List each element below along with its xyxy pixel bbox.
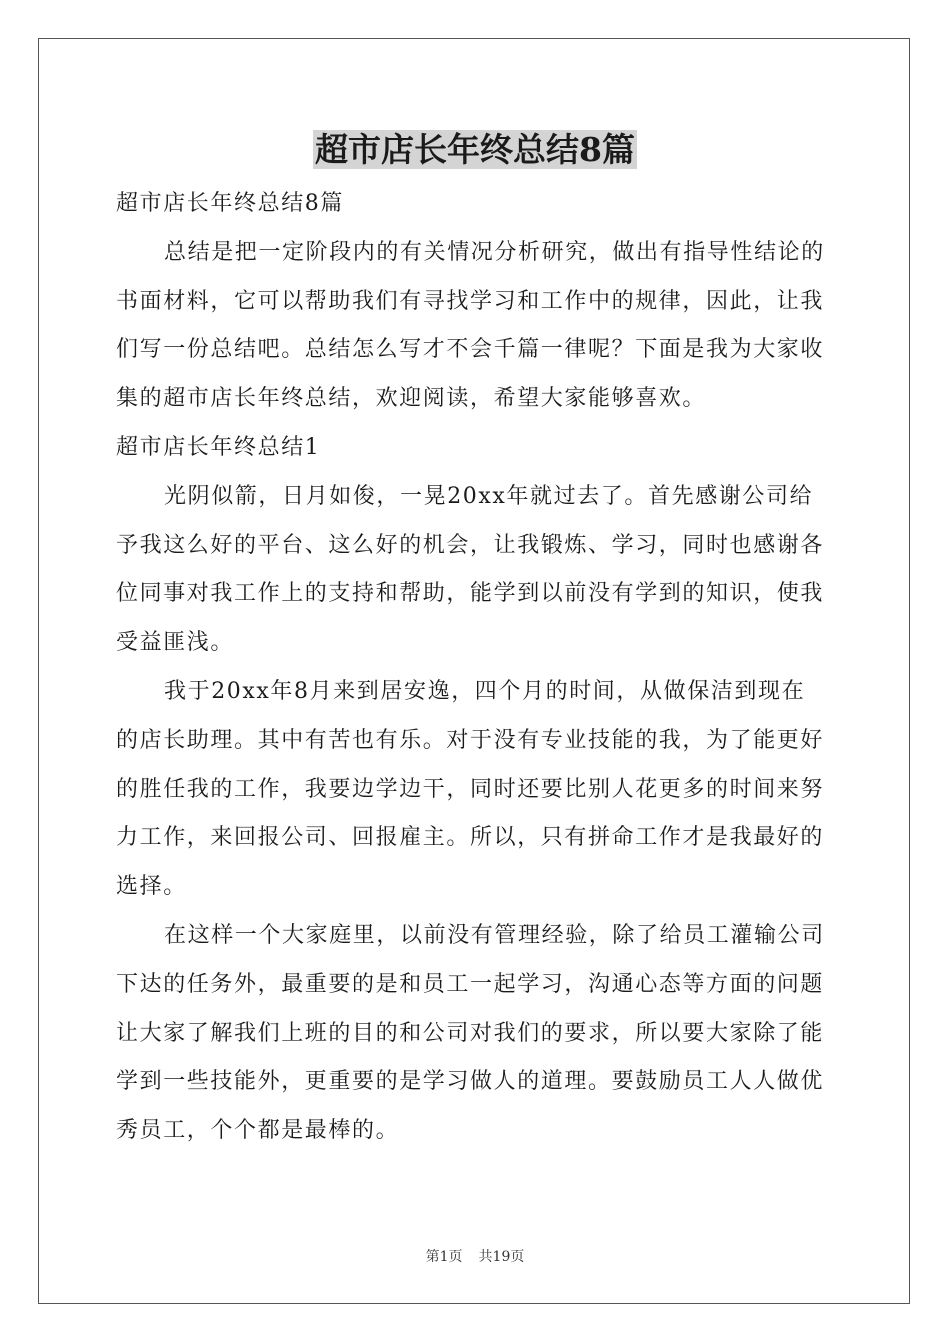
section-heading: 超市店长年终总结1 — [116, 434, 321, 460]
page-footer — [0, 1248, 950, 1266]
document-title-text: 超市店长年终总结8篇 — [315, 130, 635, 169]
intro-paragraph-line: 们写一份总结吧。总结怎么写才不会千篇一律呢？下面是我为大家收 — [116, 337, 825, 363]
paragraph-line: 力工作，来回报公司、回报雇主。所以，只有拼命工作才是我最好的 — [116, 825, 825, 851]
paragraph-line: 光阴似箭，日月如俊，一晃20xx年就过去了。首先感谢公司给 — [164, 483, 814, 509]
page-number: 第1页 — [425, 1249, 463, 1265]
paragraph-line: 在这样一个大家庭里，以前没有管理经验，除了给员工灌输公司 — [164, 922, 825, 948]
paragraph-line: 学到一些技能外，更重要的是学习做人的道理。要鼓励员工人人做优 — [116, 1069, 825, 1095]
document-body — [116, 180, 836, 1156]
paragraph-line: 选择。 — [116, 874, 187, 900]
intro-paragraph-line: 总结是把一定阶段内的有关情况分析研究，做出有指导性结论的 — [164, 239, 825, 265]
page-total: 共19页 — [478, 1249, 525, 1265]
paragraph-line: 位同事对我工作上的支持和帮助，能学到以前没有学到的知识，使我 — [116, 581, 825, 607]
paragraph-line: 下达的任务外，最重要的是和员工一起学习，沟通心态等方面的问题 — [116, 971, 825, 997]
paragraph-line: 的胜任我的工作，我要边学边干，同时还要比别人花更多的时间来努 — [116, 776, 825, 802]
subtitle-line: 超市店长年终总结8篇 — [116, 191, 344, 216]
document-title — [0, 130, 950, 170]
paragraph-line: 秀员工，个个都是最棒的。 — [116, 1118, 400, 1144]
paragraph-line: 予我这么好的平台、这么好的机会，让我锻炼、学习，同时也感谢各 — [116, 532, 825, 558]
paragraph-line: 受益匪浅。 — [116, 630, 235, 656]
paragraph-line: 让大家了解我们上班的目的和公司对我们的要求，所以要大家除了能 — [116, 1020, 825, 1046]
intro-paragraph-line: 书面材料，它可以帮助我们有寻找学习和工作中的规律，因此，让我 — [116, 288, 825, 314]
paragraph-line: 的店长助理。其中有苦也有乐。对于没有专业技能的我，为了能更好 — [116, 727, 825, 753]
intro-paragraph-line: 集的超市店长年终总结，欢迎阅读，希望大家能够喜欢。 — [116, 386, 707, 412]
paragraph-line: 我于20xx年8月来到居安逸，四个月的时间，从做保洁到现在 — [164, 678, 806, 704]
